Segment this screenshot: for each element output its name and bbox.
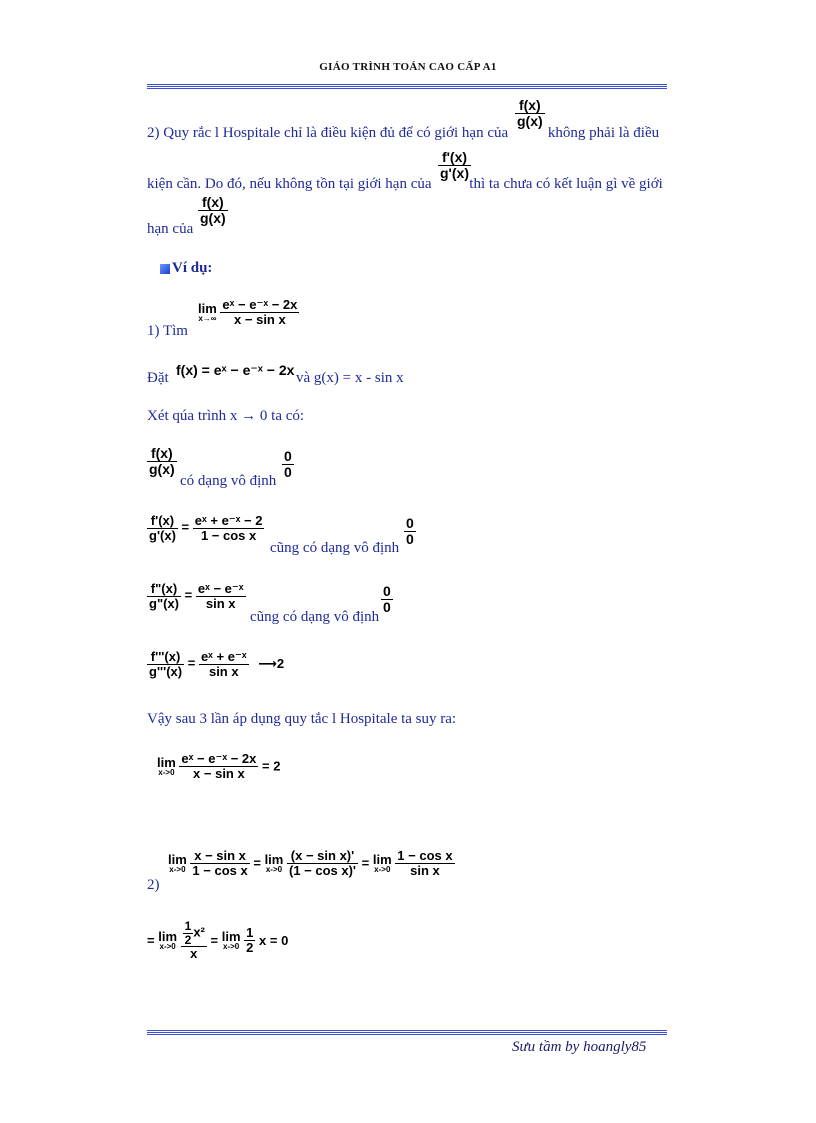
- ex1-limit-expression: lim x→∞ $\frac{\text{eˣ − e⁻ˣ − 2x}}{\text{x − sin x}}$: [198, 297, 298, 327]
- para2-line1-a: 2) Quy rắc l Hospitale chỉ là điều kiện đủ để có giới hạn của: [147, 125, 509, 141]
- zero-over-zero-1: $\frac{0}{0}$: [284, 448, 292, 480]
- ex1-conclusion: Vậy sau 3 lần áp dụng quy tắc l Hospitale ta suy ra:: [147, 711, 457, 727]
- indet-text-2: cũng có dạng vô định: [270, 540, 400, 556]
- zero-over-zero-3: $\frac{0}{0}$: [383, 583, 391, 615]
- ex2-line2: = lim x->0 $\frac{1}{2}$ x² x = lim x->0 $\frac{1}{2}$ x = 0: [147, 919, 289, 962]
- page-footer: Sưu tầm by hoangly85: [512, 1039, 647, 1055]
- g-definition: và g(x) = x - sin x: [296, 370, 404, 386]
- para2-line3: hạn của: [147, 221, 194, 237]
- ex1-result: lim x->0 $\frac{\text{eˣ − e⁻ˣ − 2x}}{\text{x − sin x}}$ = 2: [157, 751, 281, 781]
- header-rule: [147, 84, 667, 90]
- first-derivative-ratio: $\frac{f'(x)}{g'(x)}$ = $\frac{\text{eˣ + e⁻ˣ − 2}}{\text{1 − cos x}}$: [149, 513, 263, 543]
- fraction-f-over-g-3: $\frac{f(x)}{g(x)}$: [149, 445, 175, 477]
- indet-text-3: cũng có dạng vô định: [250, 609, 380, 625]
- para2-line2: [147, 176, 663, 193]
- para2-line2-b: thì ta chưa có kết luận gì về giới: [469, 176, 663, 192]
- fraction-f-over-g: $\frac{f(x)}{g(x)}$: [517, 97, 543, 129]
- fraction-f-over-g-2: $\frac{f(x)}{g(x)}$: [200, 194, 226, 226]
- para2-line2-a: kiện cần. Do đó, nếu không tồn tại giới hạn của: [147, 176, 432, 192]
- page-header: GIÁO TRÌNH TOÁN CAO CẤP A1: [319, 61, 497, 73]
- example-heading: Ví dụ:: [160, 260, 212, 277]
- ex2-label: 2): [147, 877, 160, 893]
- indet-text-1: có dạng vô định: [180, 473, 277, 489]
- ex1-process: Xét qúa trình x → 0 ta có:: [147, 408, 305, 424]
- footer-rule: [147, 1030, 667, 1036]
- f-definition: f(x) = eˣ − e⁻ˣ − 2x: [176, 362, 295, 378]
- zero-over-zero-2: $\frac{0}{0}$: [406, 515, 414, 547]
- para2-line1-b: không phải là điều: [547, 125, 660, 141]
- ex1-set: Đặt: [147, 370, 169, 386]
- bullet-icon: [160, 264, 170, 274]
- fraction-fp-over-gp: $\frac{f'(x)}{g'(x)}$: [440, 149, 469, 181]
- ex2-line1: lim x->0 $\frac{\text{x − sin x}}{\text{1 − cos x}}$ = lim x->0 $\frac{\text{(x − sin x)'}}{\text{(1 − cos x)'}}$ = lim x->0 $\frac{\text{1 − cos x}}{\text{sin x}}$: [168, 848, 453, 878]
- third-derivative-ratio: $\frac{f'''(x)}{g'''(x)}$ = $\frac{\text{eˣ + e⁻ˣ}}{\text{sin x}}$ ⟶2: [149, 649, 285, 679]
- ex1-find: 1) Tìm: [147, 323, 188, 339]
- second-derivative-ratio: $\frac{f"(x)}{g"(x)}$ = $\frac{\text{eˣ − e⁻ˣ}}{\text{sin x}}$: [149, 581, 244, 611]
- para2-line1: [147, 125, 659, 142]
